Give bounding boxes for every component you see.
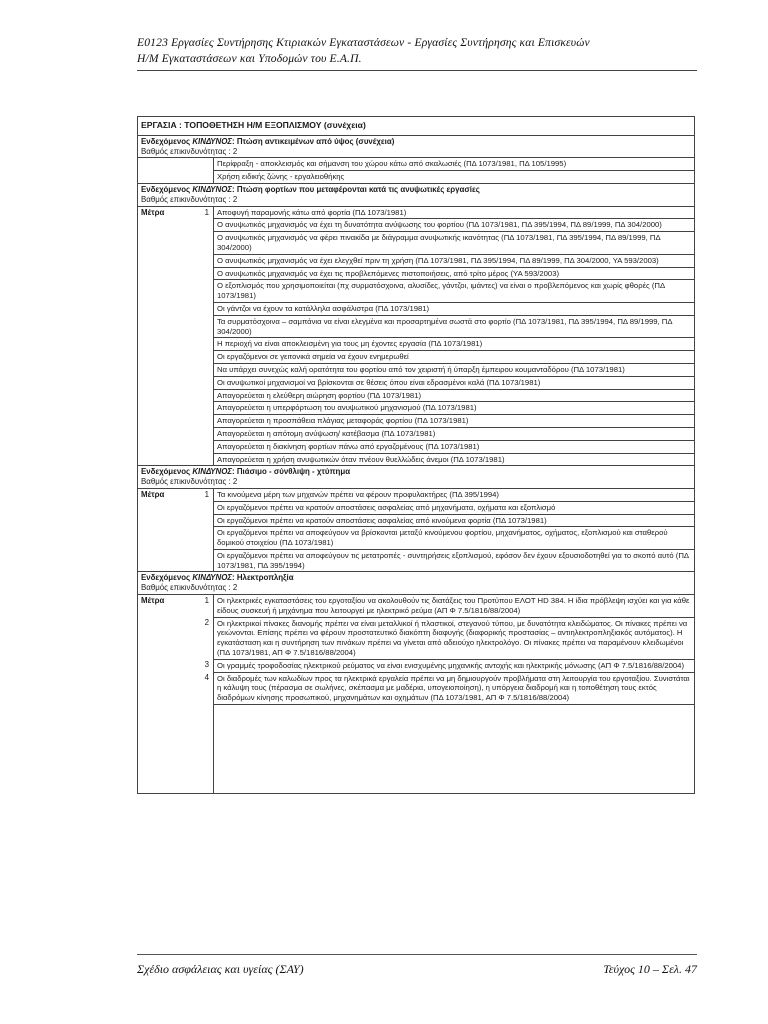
measure-number: 1 (196, 488, 214, 501)
section-2-header: Ενδεχόμενος ΚΙΝΔΥΝΟΣ: Πτώση φορτίων που μεταφέρονται κατά τις ανυψωτικές εργασίες Βαθμός επικινδυνότητας : 2 (138, 183, 695, 206)
measure-number: 1 (196, 595, 214, 618)
list-item: Απαγορεύεται η ελεύθερη αιώρηση φορτίου (ΠΔ 1073/1981) (214, 389, 695, 402)
page-header (137, 35, 697, 67)
page-footer (137, 962, 697, 982)
section-4-header: Ενδεχόμενος ΚΙΝΔΥΝΟΣ: Ηλεκτροπληξία Βαθμός επικινδυνότητας : 2 (138, 572, 695, 595)
header-divider (137, 70, 697, 71)
measure-number: 2 (196, 617, 214, 659)
degree-value: 2 (232, 194, 238, 204)
degree-label: Βαθμός επικινδυνότητας : (141, 583, 231, 593)
section-4-risk: : Ηλεκτροπληξία (232, 573, 294, 583)
list-item: Οι εργαζόμενοι πρέπει να αποφεύγουν να βρίσκονται μεταξύ κινούμενου φορτίου, μηχανήματος, οχήματος, εξοπλισμού και σταθερού δομικού στοιχείου (ΠΔ 1073/1981) (214, 527, 695, 550)
list-item: Οι γάντζοι να έχουν τα κατάλληλα ασφάλιστρα (ΠΔ 1073/1981) (214, 302, 695, 315)
list-item: Απαγορεύεται η υπερφόρτωση του ανυψωτικού μηχανισμού (ΠΔ 1073/1981) (214, 402, 695, 415)
list-item: Ο εξοπλισμός που χρησιμοποιείται (πχ συρματόσχοινα, αλυσίδες, γάντζοι, ιμάντες) να είναι ο προβλεπόμενος και χωρίς φθορές (ΠΔ 1073/1981) (214, 280, 695, 303)
list-item: Απαγορεύεται η προσπάθεια πλάγιας μεταφοράς φορτίου (ΠΔ 1073/1981) (214, 415, 695, 428)
list-item: Απαγορεύεται η χρήση ανυψωτικών όταν πνέουν θυελλώδεις άνεμοι (ΠΔ 1073/1981) (214, 453, 695, 466)
section-1-header: Ενδεχόμενος ΚΙΝΔΥΝΟΣ: Πτώση αντικειμένων από ύψος (συνέχεια) Βαθμός επικινδυνότητας : 2 (138, 135, 695, 158)
list-item: Οι διαδρομές των καλωδίων προς τα ηλεκτρικά εργαλεία πρέπει να μη δημιουργούν προβλήματα στη λειτουργία του εργοταξίου. Συνιστάται η κάλυψη τους (πέρασμα σε σωλήνες, σκέπασμα με μαδέρια, υπογειοποίηση), η υπόργεια διαδρομή και η τοποθέτηση τους εκτός διαδρόμων κίνησης προσωπικού, μηχανημάτων και οχημάτων (ΠΔ 1073/1981, ΑΠ Φ 7.5/1816/88/2004) (214, 672, 695, 704)
measure-number: 4 (196, 672, 214, 704)
list-item: Οι εργαζόμενοι σε γειτονικά σημεία να έχουν ενημερωθεί (214, 351, 695, 364)
list-item: Τα κινούμενα μέρη των μηχανών πρέπει να φέρουν προφυλακτήρες (ΠΔ 395/1994) (214, 488, 695, 501)
table-title: ΕΡΓΑΣΙΑ : ΤΟΠΟΘΕΤΗΣΗ Η/Μ ΕΞΟΠΛΙΣΜΟΥ (συνέχεια) (138, 117, 695, 136)
footer-document-title: Σχέδιο ασφάλειας και υγείας (ΣΑΥ) (137, 962, 304, 976)
list-item: Οι εργαζόμενοι πρέπει να αποφεύγουν τις μετατροπές - συντηρήσεις εξοπλισμού, εφόσον δεν έχουν εξουσιοδοτηθεί για το σκοπό αυτό (ΠΔ 1073/1981, ΠΔ 395/1994) (214, 549, 695, 572)
section-1-risk: : Πτώση αντικειμένων από ύψος (συνέχεια) (232, 136, 395, 146)
list-item: Οι ηλεκτρικοί πίνακες διανομής πρέπει να είναι μεταλλικοί ή πλαστικοί, στεγανού τύπου, με δυνατότητα κλειδώματος. Οι πίνακες πρέπει να γειώνονται. Επίσης πρέπει να φέρουν προστατευτικό διακόπτη διαφυγής (διαφορικής προστασίας – αντιηλεκτροπληξιακός αυτόματος). Η εγκατάσταση και η συντήρηση των πινάκων πρέπει να γίνεται από αδειούχο ηλεκτρολόγο. Οι πίνακες πρέπει να παραμένουν κλειδωμένοι (ΠΔ 1073/1981, ΑΠ Φ 7.5/1816/88/2004) (214, 617, 695, 659)
footer-page-number: Τεύχος 10 – Σελ. 47 (603, 962, 697, 976)
list-item: Ο ανυψωτικός μηχανισμός να έχει ελεγχθεί πριν τη χρήση (ΠΔ 1073/1981, ΠΔ 395/1994, ΠΔ 89/1999, ΠΔ 304/2000, ΥΑ 593/2003) (214, 254, 695, 267)
list-item: Απαγορεύεται η απότομη ανύψωση/ κατέβασμα (ΠΔ 1073/1981) (214, 427, 695, 440)
measures-label: Μέτρα (138, 206, 197, 219)
measures-label: Μέτρα (138, 488, 197, 501)
list-item: Οι εργαζόμενοι πρέπει να κρατούν αποστάσεις ασφαλείας από κινούμενα φορτία (ΠΔ 1073/1981) (214, 514, 695, 527)
risk-assessment-table (137, 116, 695, 794)
degree-value: 2 (232, 477, 238, 487)
list-item: Απαγορεύεται η διακίνηση φορτίων πάνω από εργαζομένους (ΠΔ 1073/1981) (214, 440, 695, 453)
degree-value: 2 (232, 146, 238, 156)
list-item: Ο ανυψωτικός μηχανισμός να έχει τη δυνατότητα ανύψωσης του φορτίου (ΠΔ 1073/1981, ΠΔ 395/1994, ΠΔ 89/1999, ΠΔ 304/2000) (214, 219, 695, 232)
list-item: Να υπάρχει συνεχώς καλή ορατότητα του φορτίου από τον χειριστή ή ύπαρξη έμπειρου κουμανταδόρου (ΠΔ 1073/1981) (214, 363, 695, 376)
list-item: Οι ανυψωτικοί μηχανισμοί να βρίσκονται σε θέσεις όπου είναι εδρασμένοι καλά (ΠΔ 1073/1981) (214, 376, 695, 389)
footer-divider (137, 954, 697, 955)
empty-row (214, 705, 695, 794)
degree-value: 2 (232, 583, 238, 593)
measure-number: 1 (196, 206, 214, 219)
measures-label: Μέτρα (138, 595, 197, 618)
header-line-2: Η/Μ Εγκαταστάσεων και Υποδομών του Ε.Α.Π. (137, 52, 362, 65)
list-item: Ο ανυψωτικός μηχανισμός να φέρει πινακίδα με διάγραμμα ανυψωτικής ικανότητας (ΠΔ 1073/1981, ΠΔ 395/1994, ΠΔ 89/1999, ΠΔ 304/2000) (214, 232, 695, 255)
list-item: Χρήση ειδικής ζώνης - εργαλειοθήκης (214, 171, 695, 184)
section-3-risk: : Πιάσιμο - σύνθλιψη - χτύπημα (232, 467, 351, 477)
degree-label: Βαθμός επικινδυνότητας : (141, 146, 231, 156)
list-item: Περίφραξη - αποκλεισμός και σήμανση του χώρου κάτω από σκαλωσιές (ΠΔ 1073/1981, ΠΔ 105/1995) (214, 158, 695, 171)
section-3-header: Ενδεχόμενος ΚΙΝΔΥΝΟΣ: Πιάσιμο - σύνθλιψη - χτύπημα Βαθμός επικινδυνότητας : 2 (138, 466, 695, 489)
list-item: Οι γραμμές τροφοδοσίας ηλεκτρικού ρεύματος να είναι ενισχυμένης μηχανικής αντοχής και ηλεκτρικής μόνωσης (ΑΠ Φ 7.5/1816/88/2004) (214, 659, 695, 672)
list-item: Τα συρματόσχοινα – σαμπάνια να είναι ελεγμένα και προσαρτημένα σωστά στο φορτίο (ΠΔ 1073/1981, ΠΔ 395/1994, ΠΔ 89/1999, ΠΔ 304/2000) (214, 315, 695, 338)
list-item: Οι ηλεκτρικές εγκαταστάσεις του εργοταξίου να ακολουθούν τις διατάξεις του Προτύπου ΕΛΟΤ HD 384. Η ίδια πρόβλεψη ισχύει και για κάθε είδους συσκευή ή μηχάνημα που λειτουργεί με ηλεκτρικό ρεύμα (ΑΠ Φ 7.5/1816/88/2004) (214, 595, 695, 618)
header-line-1: Ε0123 Εργασίες Συντήρησης Κτιριακών Εγκαταστάσεων - Εργασίες Συντήρησης και Επισκευών (137, 36, 590, 49)
list-item: Ο ανυψωτικός μηχανισμός να έχει τις προβλεπόμενες πιστοποιήσεις, από τρίτο μέρος (ΥΑ 593/2003) (214, 267, 695, 280)
section-2-risk: : Πτώση φορτίων που μεταφέρονται κατά τις ανυψωτικές εργασίες (232, 184, 480, 194)
list-item: Οι εργαζόμενοι πρέπει να κρατούν αποστάσεις ασφαλείας από μηχανήματα, οχήματα και εξοπλισμό (214, 501, 695, 514)
list-item: Αποφυγή παραμονής κάτω από φορτία (ΠΔ 1073/1981) (214, 206, 695, 219)
degree-label: Βαθμός επικινδυνότητας : (141, 194, 231, 204)
measure-number: 3 (196, 659, 214, 672)
list-item: Η περιοχή να είναι αποκλεισμένη για τους μη έχοντες εργασία (ΠΔ 1073/1981) (214, 338, 695, 351)
degree-label: Βαθμός επικινδυνότητας : (141, 477, 231, 487)
